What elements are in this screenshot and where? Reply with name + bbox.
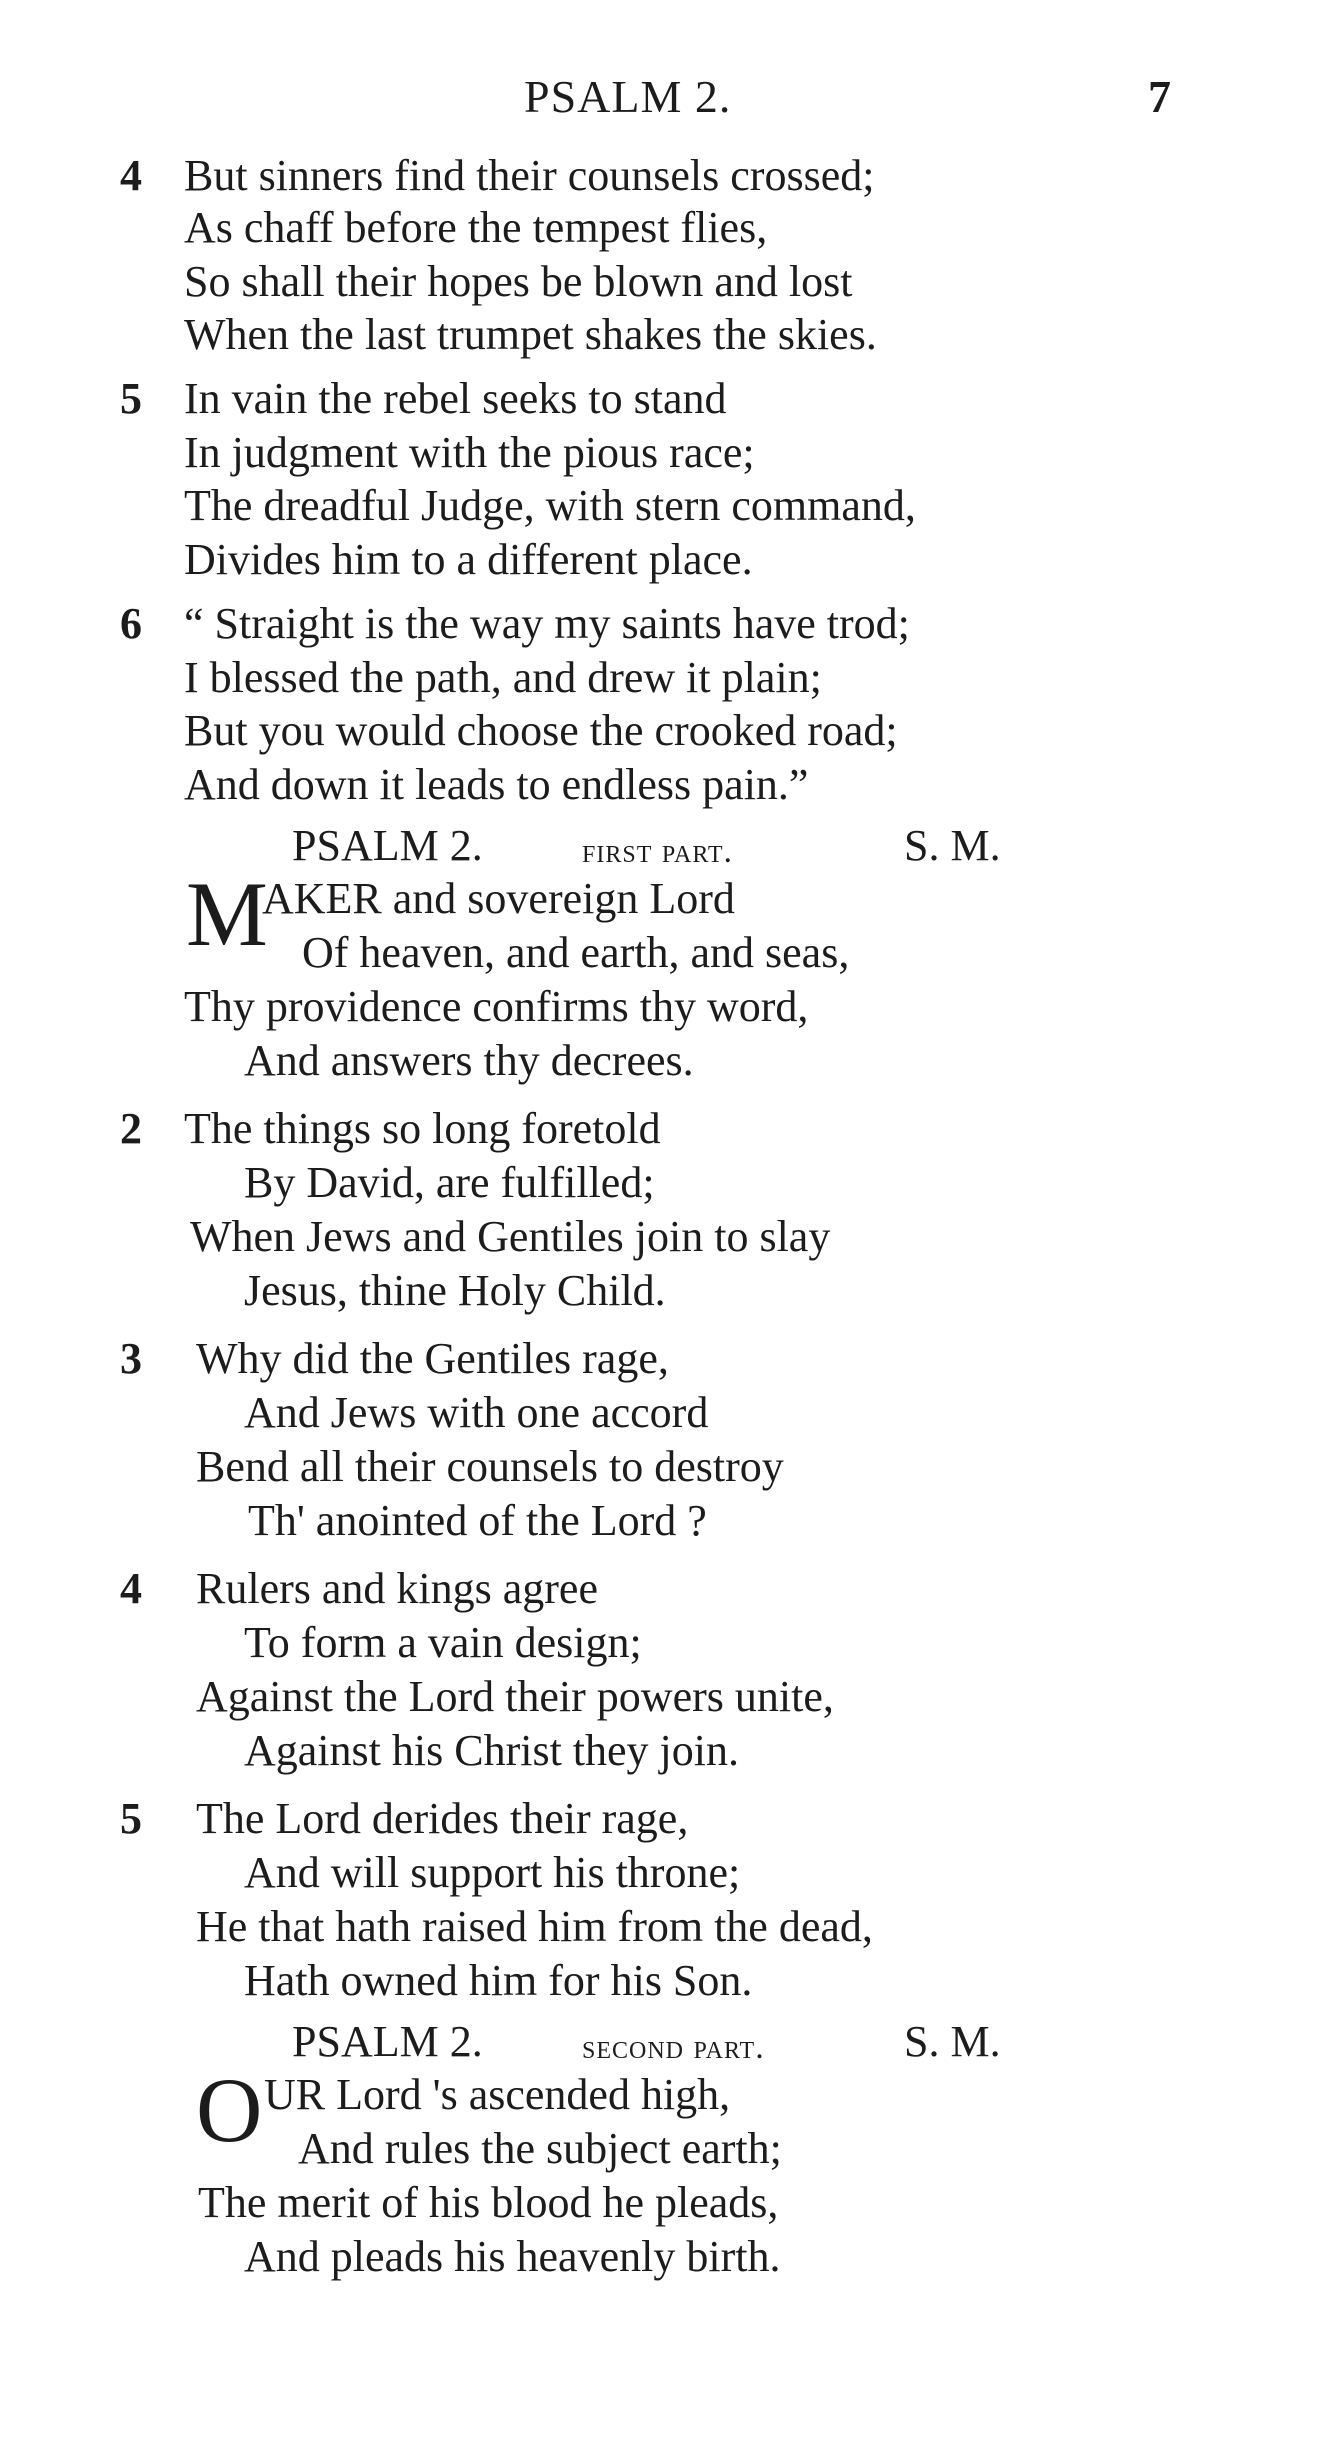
verse-line: In vain the rebel seeks to stand bbox=[184, 374, 727, 423]
drop-cap: O bbox=[196, 2059, 263, 2161]
page-number: 7 bbox=[1148, 71, 1171, 122]
verse-number: 3 bbox=[120, 1334, 142, 1383]
verse-line: Against his Christ they join. bbox=[244, 1726, 739, 1775]
heading-meter: S. M. bbox=[904, 2017, 1001, 2066]
verse-line: To form a vain design; bbox=[244, 1618, 642, 1667]
verse-line: Why did the Gentiles rage, bbox=[196, 1334, 669, 1383]
verse-line: As chaff before the tempest flies, bbox=[184, 203, 768, 252]
heading-meter: S. M. bbox=[904, 821, 1001, 870]
verse-line: Bend all their counsels to destroy bbox=[196, 1442, 784, 1491]
heading-title: PSALM 2. bbox=[292, 821, 483, 870]
verse-line: The merit of his blood he pleads, bbox=[198, 2178, 779, 2227]
verse-line: Against the Lord their powers unite, bbox=[196, 1672, 834, 1721]
verse-line: Thy providence confirms thy word, bbox=[184, 982, 809, 1031]
verse-line: The Lord derides their rage, bbox=[196, 1794, 689, 1843]
verse-number: 4 bbox=[120, 1564, 142, 1613]
verse-line: Jesus, thine Holy Child. bbox=[244, 1266, 666, 1315]
drop-cap: M bbox=[186, 863, 268, 965]
verse-number: 6 bbox=[120, 599, 142, 648]
verse-number: 4 bbox=[120, 151, 142, 200]
verse-line: He that hath raised him from the dead, bbox=[196, 1902, 873, 1951]
heading-title: PSALM 2. bbox=[292, 2017, 483, 2066]
verse-line: The things so long foretold bbox=[184, 1104, 661, 1153]
verse-line: Rulers and kings agree bbox=[196, 1564, 598, 1613]
verse-line: And answers thy decrees. bbox=[244, 1036, 694, 1085]
verse-line: In judgment with the pious race; bbox=[184, 428, 755, 477]
verse-line: So shall their hopes be blown and lost bbox=[184, 257, 853, 306]
verse-line: But sinners find their counsels crossed; bbox=[184, 151, 875, 200]
heading-part: second part. bbox=[582, 2029, 765, 2066]
verse-line: Divides him to a different place. bbox=[184, 535, 753, 584]
verse-line: When Jews and Gentiles join to slay bbox=[190, 1212, 831, 1261]
running-title: PSALM 2. bbox=[524, 71, 732, 122]
verse-line: Hath owned him for his Son. bbox=[244, 1956, 753, 2005]
verse-line: And Jews with one accord bbox=[244, 1388, 709, 1437]
verse-line: And will support his throne; bbox=[244, 1848, 741, 1897]
verse-number: 5 bbox=[120, 374, 142, 423]
verse-line: When the last trumpet shakes the skies. bbox=[184, 310, 877, 359]
verse-line: But you would choose the crooked road; bbox=[184, 706, 898, 755]
heading-part: first part. bbox=[582, 833, 734, 870]
verse-line: Of heaven, and earth, and seas, bbox=[302, 928, 850, 977]
verse-line: AKER and sovereign Lord bbox=[262, 874, 735, 923]
verse-line: Th' anointed of the Lord ? bbox=[248, 1496, 707, 1545]
verse-line: “ Straight is the way my saints have trod; bbox=[184, 599, 910, 648]
verse-line: And pleads his heavenly birth. bbox=[244, 2232, 781, 2281]
verse-line: I blessed the path, and drew it plain; bbox=[184, 653, 822, 702]
verse-line: UR Lord 's ascended high, bbox=[264, 2070, 731, 2119]
verse-line: By David, are fulfilled; bbox=[244, 1158, 655, 1207]
running-head bbox=[0, 70, 1319, 130]
verse-line: The dreadful Judge, with stern command, bbox=[184, 481, 916, 530]
verse-number: 5 bbox=[120, 1794, 142, 1843]
verse-line: And down it leads to endless pain.” bbox=[184, 760, 809, 809]
verse-line: And rules the subject earth; bbox=[298, 2124, 782, 2173]
verse-number: 2 bbox=[120, 1104, 142, 1153]
